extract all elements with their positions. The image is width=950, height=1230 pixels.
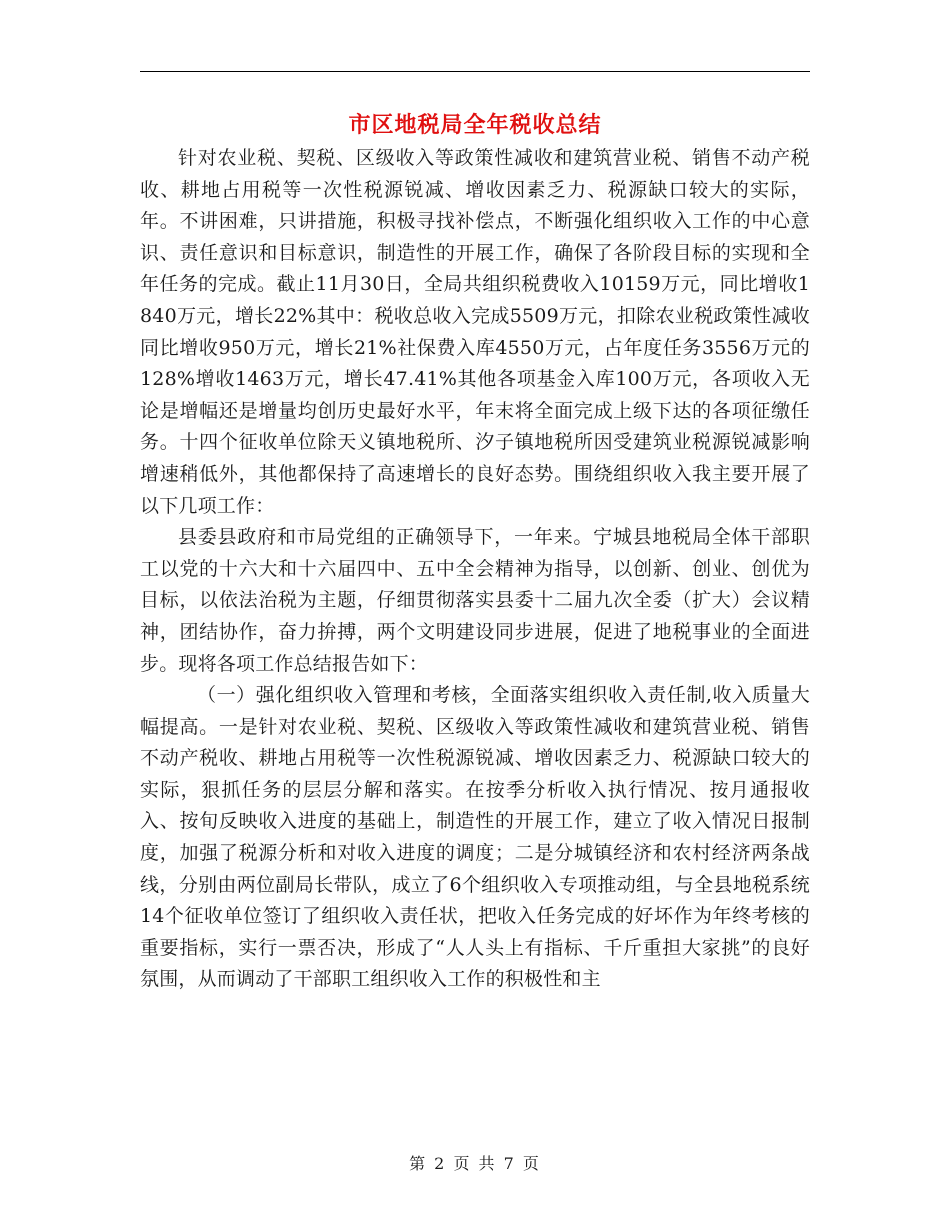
document-body: [140, 143, 810, 1123]
header-rule: [140, 71, 810, 72]
paragraph-3: （一）强化组织收入管理和考核，全面落实组织收入责任制,收入质量大幅提高。一是针对农业税、契税、区级收入等政策性减收和建筑营业税、销售不动产税收、耕地占用税等一次性税源锐减、增收因素乏力、税源缺口较大的实际，狠抓任务的层层分解和落实。在按季分析收入执行情况、按月通报收入、按旬反映收入进度的基础上，制造性的开展工作，建立了收入情况日报制度，加强了税源分析和对收入进度的调度；二是分城镇经济和农村经济两条战线，分别由两位副局长带队，成立了6个组织收入专项推动组，与全县地税系统14个征收单位签订了组织收入责任状，把收入任务完成的好坏作为年终考核的重要指标，实行一票否决，形成了“人人头上有指标、千斤重担大家挑”的良好氛围，从而调动了干部职工组织收入工作的积极性和主: [140, 684, 810, 991]
paragraph-2: 县委县政府和市局党组的正确领导下，一年来。宁城县地税局全体干部职工以党的十六大和十六届四中、五中全会精神为指导，以创新、创业、创优为目标，以依法治税为主题，仔细贯彻落实县委十二届九次全委（扩大）会议精神，团结协作，奋力拚搏，两个文明建设同步进展，促进了地税事业的全面进步。现将各项工作总结报告如下：: [140, 526, 810, 675]
page-number: 第 2 页 共 7 页: [409, 1154, 541, 1173]
document-title: 市区地税局全年税收总结: [348, 113, 602, 138]
paragraph-1: 针对农业税、契税、区级收入等政策性减收和建筑营业税、销售不动产税收、耕地占用税等一次性税源锐减、增收因素乏力、税源缺口较大的实际，年。不讲困难，只讲措施，积极寻找补偿点，不断强化组织收入工作的中心意识、责任意识和目标意识，制造性的开展工作，确保了各阶段目标的实现和全年任务的完成。截止11月30日，全局共组织税费收入10159万元，同比增收1840万元，增长22%其中：税收总收入完成5509万元，扣除农业税政策性减收同比增收950万元，增长21%社保费入库4550万元，占年度任务3556万元的128%增收1463万元，增长47.41%其他各项基金入库100万元，各项收入无论是增幅还是增量均创历史最好水平，年末将全面完成上级下达的各项征缴任务。十四个征收单位除天义镇地税所、汐子镇地税所因受建筑业税源锐减影响增速稍低外，其他都保持了高速增长的良好态势。围绕组织收入我主要开展了以下几项工作：: [140, 147, 810, 517]
